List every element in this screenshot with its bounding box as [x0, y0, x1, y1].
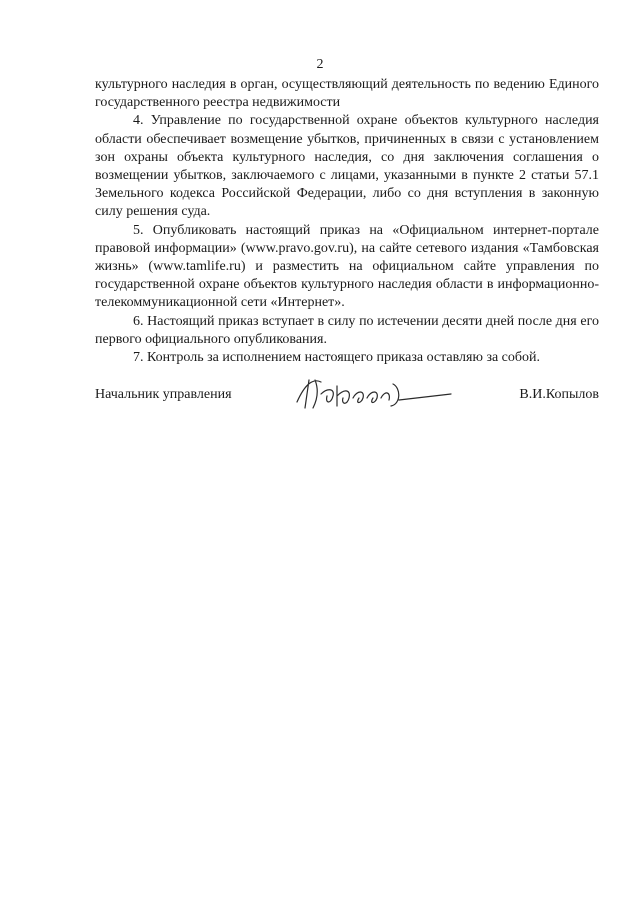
handwritten-signature	[291, 374, 461, 414]
signature-block	[95, 380, 599, 420]
document-body	[95, 76, 599, 367]
signatory-title: Начальник управления	[95, 387, 232, 402]
page-number: 2	[316, 57, 324, 72]
paragraph-item-7: 7. Контроль за исполнением настоящего приказа оставляю за собой.	[133, 350, 541, 366]
paragraph-item-5: 5. Опубликовать настоящий приказ на «Официальном интернет-портале правовой информации» (www.pravo.gov.ru), на сайте сетевого издания «Тамбовская жизнь» (www.tamlife.ru) и разместить на официальном сайте управления по государственной охране объектов культурного наследия области в информационно-телекоммуникационной сети «Интернет».	[95, 222, 599, 311]
paragraph-item-4: 4. Управление по государственной охране объектов культурного наследия области обеспечивает возмещение убытков, причиненных в связи с установлением зон охраны объекта культурного наследия, со дня заключения соглашения о возмещении убытков, заключаемого с лицами, указанными в пункте 2 статьи 57.1 Земельного кодекса Российской Федерации, либо со дня вступления в законную силу решения суда.	[95, 113, 599, 220]
signatory-name: В.И.Копылов	[519, 387, 599, 402]
paragraph-continuation: культурного наследия в орган, осуществляющий деятельность по ведению Единого государственного реестра недвижимости	[95, 77, 599, 111]
paragraph-item-6: 6. Настоящий приказ вступает в силу по истечении десяти дней после дня его первого официального опубликования.	[95, 313, 599, 347]
